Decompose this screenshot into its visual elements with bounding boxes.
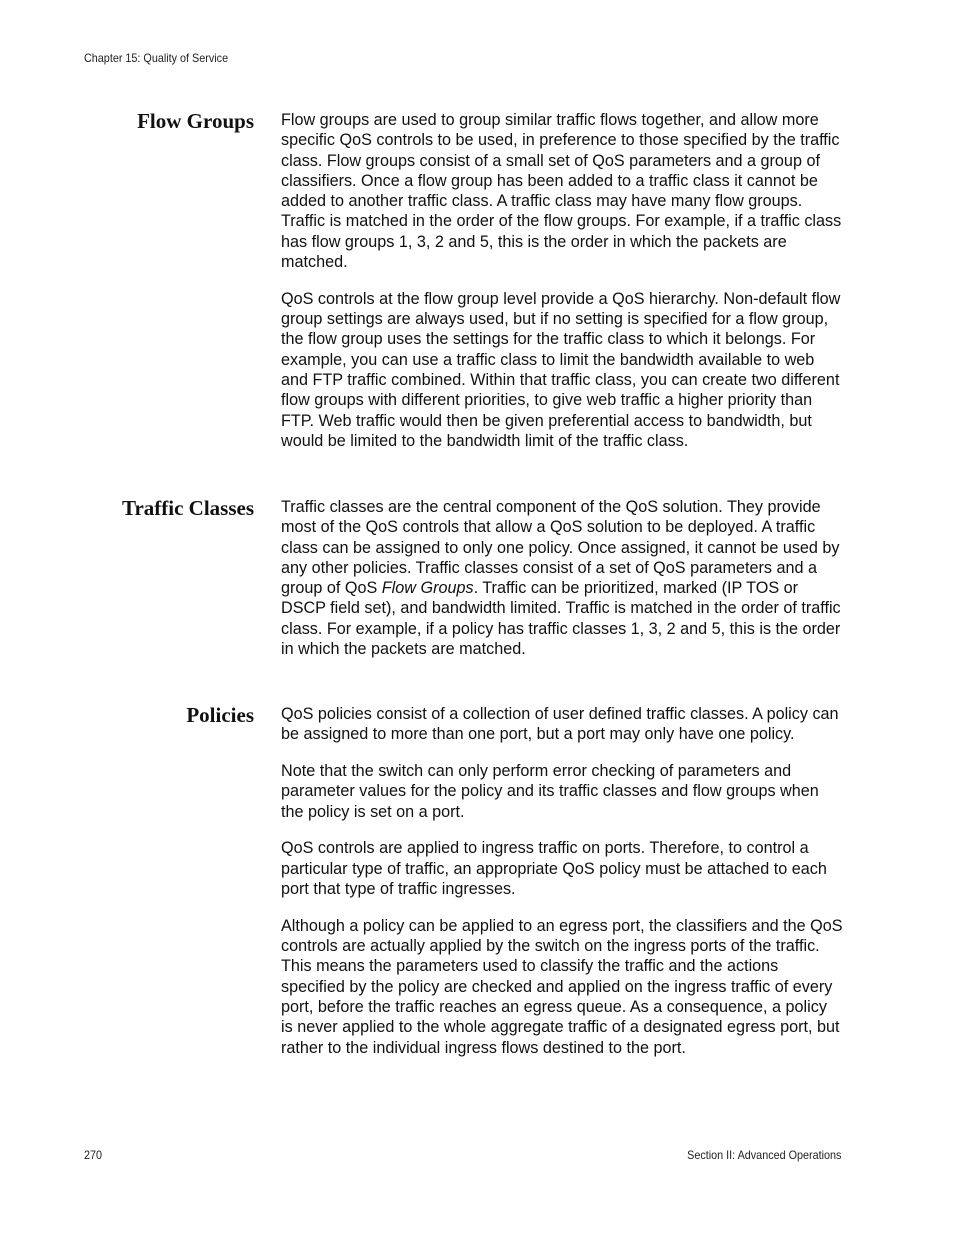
paragraph: QoS controls are applied to ingress traffic on ports. Therefore, to control a particular type of traffic, an appropriate QoS policy must be attached to each port that type of traffic ingresses. (281, 839, 827, 899)
paragraph: Note that the switch can only perform error checking of parameters and parameter values for the policy and its traffic classes and flow groups when the policy is set on a port. (281, 762, 819, 821)
flow-groups-reference: Flow Groups (381, 579, 474, 598)
running-foot-section: Section II: Advanced Operations (686, 1148, 841, 1162)
paragraph (281, 497, 843, 659)
paragraph: QoS policies consist of a collection of user defined traffic classes. A policy can be assigned to more than one port, but a port may only have one policy. (281, 705, 839, 744)
section-heading-policies: Policies (186, 703, 254, 727)
section-body-policies (281, 704, 843, 1058)
paragraph: Flow groups are used to group similar traffic flows together, and allow more specific QoS controls to be used, in preference to those specified by the traffic class. Flow groups consist of a small set of QoS parameters and a group of classifiers. Once a flow group has been added to a traffic class it cannot be added to another traffic class. A traffic class may have many flow groups. Traffic is matched in the order of the flow groups. For example, if a traffic class has flow groups 1, 3, 2 and 5, this is the order in which the packets are matched. (281, 111, 842, 272)
section-heading-traffic-classes: Traffic Classes (122, 496, 254, 520)
page-number: 270 (84, 1148, 103, 1162)
running-head-chapter: Chapter 15: Quality of Service (84, 51, 229, 65)
section-body-flow-groups (281, 110, 843, 451)
paragraph: Although a policy can be applied to an egress port, the classifiers and the QoS controls are actually applied by the switch on the ingress ports of the traffic. This means the parameters used to classify the traffic and the actions specified by the policy are checked and applied on the ingress traffic of every port, before the traffic reaches an egress queue. As a consequence, a policy is never applied to the whole aggregate traffic of a designated egress port, but rather to the individual ingress flows destined to the port. (281, 916, 843, 1057)
paragraph-text: Traffic classes are the central component of the QoS solution. They provide most of the QoS controls that allow a QoS solution to be deployed. A traffic class can be assigned to only one policy. Once assigned, it cannot be used by any other policies. Traffic classes consist of a set of QoS parameters and a group of QoS (281, 498, 840, 598)
paragraph-text: . Traffic can be prioritized, marked (IP TOS or DSCP field set), and bandwidth limited. Traffic is matched in the order of traffic class. For example, if a policy has traffic classes 1, 3, 2 and 5, this is the order in which the packets are matched. (281, 579, 841, 659)
paragraph: QoS controls at the flow group level provide a QoS hierarchy. Non-default flow group settings are always used, but if no setting is specified for a flow group, the flow group uses the settings for the traffic class to which it belongs. For example, you can use a traffic class to limit the bandwidth available to web and FTP traffic combined. Within that traffic class, you can create two different flow groups with different priorities, to give web traffic a higher priority than FTP. Web traffic would then be given preferential access to bandwidth, but would be limited to the bandwidth limit of the traffic class. (281, 289, 841, 450)
section-heading-flow-groups: Flow Groups (137, 109, 254, 133)
section-body-traffic-classes (281, 497, 843, 659)
